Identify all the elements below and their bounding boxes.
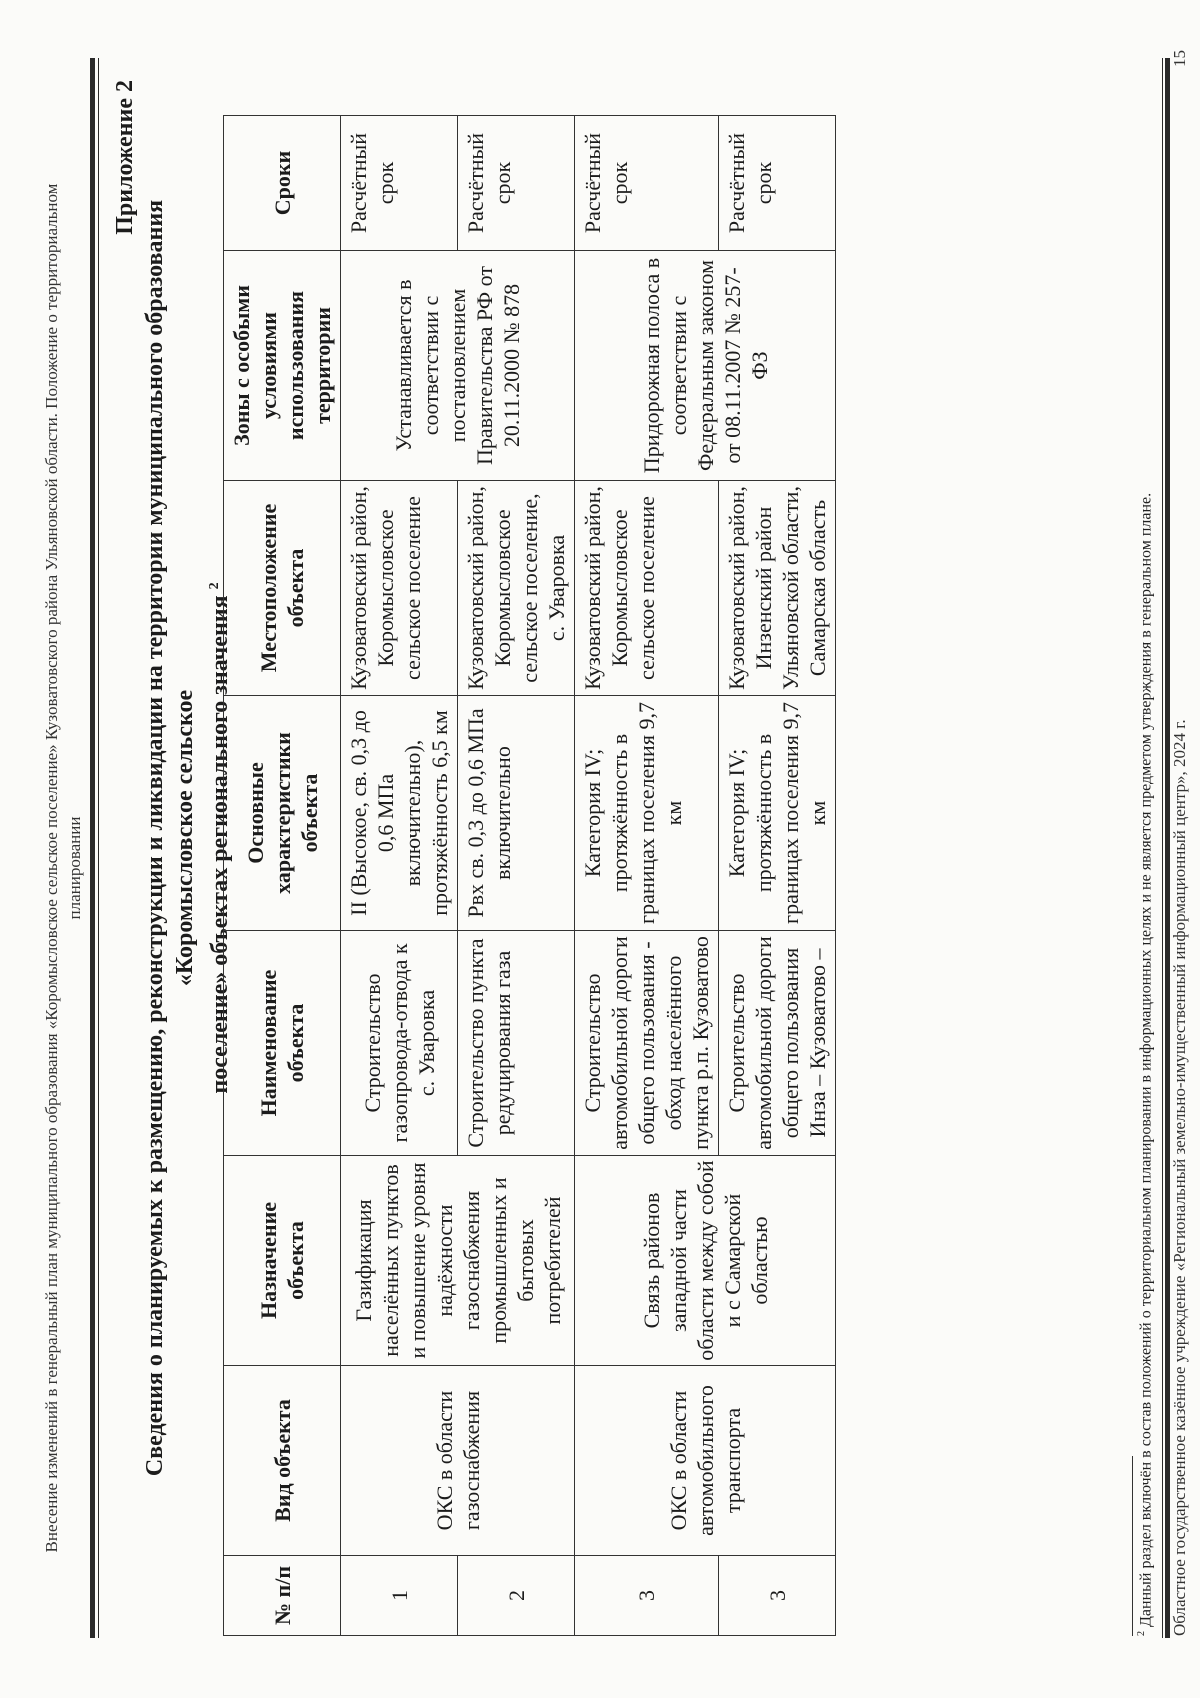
footnote-mark: 2 xyxy=(1136,1631,1147,1636)
col-header-term: Сроки xyxy=(224,116,341,251)
cell-zones: Придорожная полоса в соответствии с Федеральным законом от 08.11.2007 № 257-ФЗ xyxy=(575,251,836,481)
footer-rule-thin xyxy=(1162,58,1163,1638)
cell-name: Строительство газопровода-отвода к с. Уваровка xyxy=(341,931,458,1156)
cell-term: Расчётный срок xyxy=(575,116,719,251)
cell-purpose: Газификация населённых пунктов и повышение уровня надёжности газоснабжения промышленных и бытовых потребителей xyxy=(341,1156,575,1366)
cell-num: 2 xyxy=(458,1556,575,1636)
cell-location: Кузоватовский район, Инзенский район Ульяновской области, Самарская область xyxy=(719,481,836,696)
objects-table xyxy=(223,115,836,1636)
header-line-2: планировании xyxy=(65,816,84,920)
cell-specs: II (Высокое, св. 0,3 до 0,6 МПа включительно), протяжённость 6,5 км xyxy=(341,696,458,931)
footer-text: Областное государственное казённое учреждение «Региональный земельно-имущественный информационный центр», 2024 г. xyxy=(1170,719,1189,1636)
col-header-kind: Вид объекта xyxy=(224,1366,341,1556)
table-title xyxy=(140,148,235,1528)
cell-name: Строительство автомобильной дороги общего пользования Инза – Кузоватово – xyxy=(719,931,836,1156)
appendix-label: Приложение 2 xyxy=(112,80,138,235)
document-header xyxy=(40,158,86,1578)
cell-zones: Устанавливается в соответствии с постановлением Правительства РФ от 20.11.2000 № 878 xyxy=(341,251,575,481)
cell-num: 3 xyxy=(719,1556,836,1636)
col-header-name: Наименование объекта xyxy=(224,931,341,1156)
cell-specs: Рвх св. 0,3 до 0,6 МПа включительно xyxy=(458,696,575,931)
cell-term: Расчётный срок xyxy=(458,116,575,251)
col-header-specs: Основные характеристики объекта xyxy=(224,696,341,931)
col-header-purpose: Назначение объекта xyxy=(224,1156,341,1366)
col-header-location: Местоположение объекта xyxy=(224,481,341,696)
footnote-text: Данный раздел включён в состав положений о территориальном планировании в информационных целях и не является предметом утверждения в генеральном плане. xyxy=(1137,492,1155,1627)
col-header-zones: Зоны с особыми условиями использования территории xyxy=(224,251,341,481)
header-rule-thin xyxy=(98,58,99,1638)
title-footnote-mark: 2 xyxy=(207,582,222,590)
cell-specs: Категория IV; протяжённость в границах поселения 9,7 км xyxy=(719,696,836,931)
cell-purpose: Связь районов западной части области между собой и с Самарской областью xyxy=(575,1156,836,1366)
cell-specs: Категория IV; протяжённость в границах поселения 9,7 км xyxy=(575,696,719,931)
cell-term: Расчётный срок xyxy=(719,116,836,251)
cell-location: Кузоватовский район, Коромысловское сельское поселение xyxy=(341,481,458,696)
cell-kind: ОКС в области автомобильного транспорта xyxy=(575,1366,836,1556)
page-number: 15 xyxy=(1170,50,1189,67)
title-line-2-text: поселение» объектах регионального значения xyxy=(207,595,233,1094)
table-row xyxy=(341,116,458,1636)
cell-location: Кузоватовский район, Коромысловское сельское поселение xyxy=(575,481,719,696)
cell-name: Строительство автомобильной дороги общего пользования - обход населённого пункта р.п. Кузоватово xyxy=(575,931,719,1156)
footnote xyxy=(1136,493,1155,1636)
cell-num: 3 xyxy=(575,1556,719,1636)
header-rule-thick xyxy=(90,58,95,1638)
title-line-1: Сведения о планируемых к размещению, реконструкции и ликвидации на территории муниципального образования «Коромысловское сельское xyxy=(142,199,198,1477)
cell-location: Кузоватовский район, Коромысловское сельское поселение, с. Уваровка xyxy=(458,481,575,696)
cell-name: Строительство пункта редуцирования газа xyxy=(458,931,575,1156)
table-row xyxy=(575,116,719,1636)
header-line-1: Внесение изменений в генеральный план муниципального образования «Коромысловское сельское поселение» Кузоватовского района Ульяновской области. Положение о территориальном xyxy=(42,183,61,1553)
table-header-row xyxy=(224,116,341,1636)
cell-num: 1 xyxy=(341,1556,458,1636)
cell-kind: ОКС в области газоснабжения xyxy=(341,1366,575,1556)
col-header-num: № п/п xyxy=(224,1556,341,1636)
footnote-rule xyxy=(1132,1456,1133,1636)
cell-term: Расчётный срок xyxy=(341,116,458,251)
